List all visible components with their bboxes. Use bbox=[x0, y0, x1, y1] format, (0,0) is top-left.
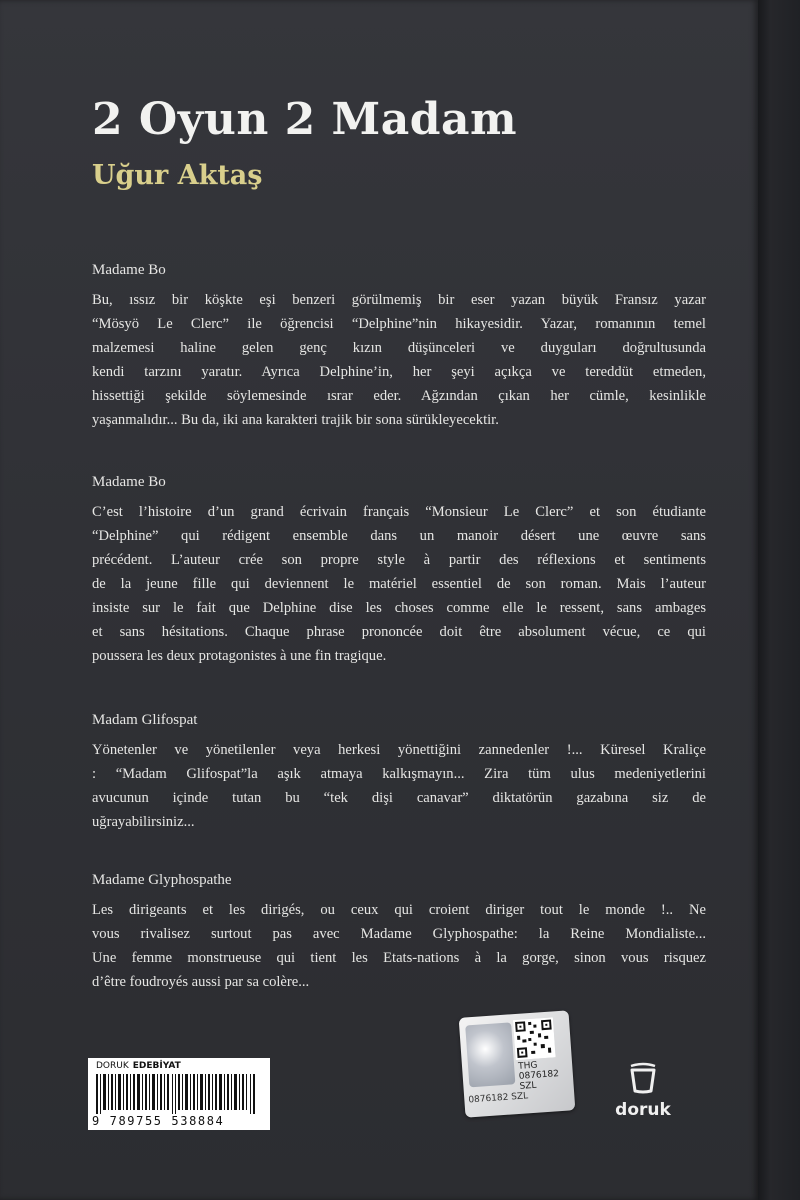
section-body bbox=[92, 738, 706, 834]
barcode-publisher-label bbox=[96, 1061, 181, 1071]
body-line: hissettiği şekilde söylemesinde ısrar eder. Ağzından çıkan her cümle, kesinlikle bbox=[92, 388, 706, 404]
body-line: Yönetenler ve yönetilenler veya herkesi yönettiğini zannedenler !... Küresel Kraliçe bbox=[92, 742, 706, 758]
body-line: d’être foudroyés aussi par sa colère... bbox=[92, 974, 310, 990]
book-title: 2 Oyun 2 Madam bbox=[92, 94, 518, 145]
section-body bbox=[92, 898, 706, 994]
body-line: Une femme monstrueuse qui tient les Etats-nations à la gorge, sinon vous risquez bbox=[92, 950, 706, 966]
synopsis-madame-bo-tr bbox=[92, 258, 706, 432]
barcode-publisher-name: DORUK bbox=[96, 1061, 129, 1071]
publisher-logo bbox=[608, 1060, 678, 1120]
barcode-category: EDEBİYAT bbox=[132, 1061, 181, 1071]
body-line: “Delphine” qui rédigent ensemble dans un manoir désert une œuvre sans bbox=[92, 528, 706, 544]
qr-code-icon bbox=[513, 1017, 556, 1060]
book-author: Uğur Aktaş bbox=[92, 160, 263, 191]
section-heading: Madame Bo bbox=[92, 262, 166, 278]
body-line: et sans hésitations. Chaque phrase prononcée doit être absolument vécue, ce qui bbox=[92, 624, 706, 640]
sticker-line: THG bbox=[517, 1060, 538, 1072]
body-line: “Mösyö Le Clerc” ile öğrencisi “Delphine”nin hikayesidir. Yazar, romanının temel bbox=[92, 316, 706, 332]
sticker-line: SZL bbox=[519, 1080, 537, 1092]
body-line: insiste sur le fait que Delphine dise les choses comme elle le ressent, sans ambages bbox=[92, 600, 706, 616]
synopsis-madame-glyphospathe-fr bbox=[92, 868, 706, 994]
body-line: de la jeune fille qui deviennent le matériel essentiel de son roman. Mais l’auteur bbox=[92, 576, 706, 592]
section-heading: Madam Glifospat bbox=[92, 712, 198, 728]
body-line: yaşanmalıdır... Bu da, iki ana karakteri trajik bir sona sürükleyecektir. bbox=[92, 412, 499, 428]
cup-icon bbox=[625, 1060, 661, 1094]
sticker-line: 0876182 bbox=[518, 1069, 560, 1082]
section-heading: Madame Bo bbox=[92, 474, 166, 490]
body-line: poussera les deux protagonistes à une fin tragique. bbox=[92, 648, 387, 664]
publisher-logo-name: doruk bbox=[615, 1100, 671, 1120]
sticker-strip: 0876182 SZL bbox=[468, 1091, 529, 1106]
body-line: malzemesi haline gelen genç kızın düşünceleri ve duyguları doğrultusunda bbox=[92, 340, 706, 356]
synopsis-madame-bo-fr bbox=[92, 470, 706, 668]
body-line: avucunun içinde tutan bu “tek dişi canavar” diktatörün gazabına siz de bbox=[92, 790, 706, 806]
body-line: kendi tarzını yaratır. Ayrıca Delphine’in, her şeyi açıkça ve tereddüt etmeden, bbox=[92, 364, 706, 380]
barcode-bars bbox=[94, 1074, 264, 1114]
body-line: précédent. L’auteur crée son propre style à partir des réflexions et sentiments bbox=[92, 552, 706, 568]
body-line: vous rivalisez surtout pas avec Madame Glyphospathe: la Reine Mondialiste... bbox=[92, 926, 706, 942]
synopsis-madam-glifospat-tr bbox=[92, 708, 706, 834]
section-heading: Madame Glyphospathe bbox=[92, 872, 232, 888]
isbn-barcode bbox=[88, 1058, 270, 1130]
body-line: C’est l’histoire d’un grand écrivain français “Monsieur Le Clerc” et son étudiante bbox=[92, 504, 706, 520]
bandrol-sticker bbox=[459, 1010, 576, 1117]
section-body bbox=[92, 500, 706, 668]
body-line: Bu, ıssız bir köşkte eşi benzeri görülmemiş bir eser yazan büyük Fransız yazar bbox=[92, 292, 706, 308]
isbn-number: 9 789755 538884 bbox=[92, 1114, 225, 1128]
body-line: uğrayabilirsiniz... bbox=[92, 814, 195, 830]
body-line: : “Madam Glifospat”la aşık atmaya kalkışmayın... Zira tüm ulus medeniyetlerini bbox=[92, 766, 706, 782]
sticker-code bbox=[518, 1059, 560, 1092]
hologram-icon bbox=[465, 1022, 515, 1087]
body-line: Les dirigeants et les dirigés, ou ceux qui croient diriger tout le monde !.. Ne bbox=[92, 902, 706, 918]
book-spine bbox=[758, 0, 800, 1200]
section-body bbox=[92, 288, 706, 432]
